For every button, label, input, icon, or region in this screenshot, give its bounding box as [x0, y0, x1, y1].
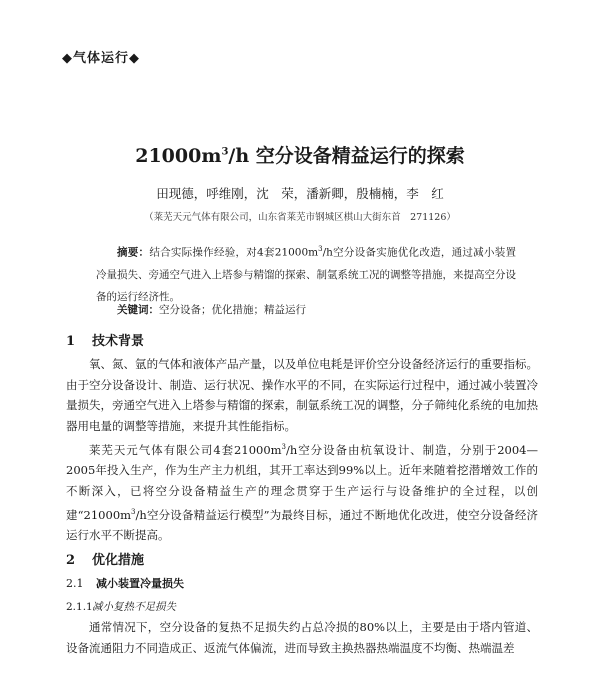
- paragraph-text-a: 莱芜天元气体有限公司4套21000m: [89, 442, 282, 457]
- paragraph-reheat-loss: 通常情况下，空分设备的复热不足损失约占总冷损的80%以上，主要是由于塔内管道、设备流通阻力不同造成正、返流气体偏流，进而导致主换热器热端温度不均衡、热端温差: [66, 620, 538, 655]
- paragraph-text-c: /h空分设备精益运行模型”为最终目标，通过不断地优化改进，使空分设备经济运行水平不断提高。: [66, 507, 539, 543]
- subsection-heading-2-1: [66, 575, 184, 591]
- column-tag: ◆气体运行◆: [62, 51, 140, 66]
- subsubsection-heading-2-1-1: [66, 599, 176, 614]
- section-heading-1: [66, 330, 144, 349]
- title-superscript: 3: [221, 146, 229, 158]
- paragraph-superscript-2: 3: [131, 507, 136, 516]
- abstract: [96, 238, 516, 308]
- subsection-title: 减小装置冷量损失: [96, 577, 184, 590]
- abstract-text-a: 结合实际操作经验，对4套21000m: [149, 246, 319, 259]
- affiliation: （莱芜天元气体有限公司，山东省莱芜市钢城区棋山大街东首 271126）: [144, 212, 456, 223]
- section-number: 1: [66, 334, 76, 349]
- abstract-superscript: 3: [318, 245, 323, 253]
- abstract-label: 摘要：: [117, 246, 150, 259]
- section-title: 技术背景: [92, 334, 145, 349]
- title-suffix: /h 空分设备精益运行的探索: [228, 145, 465, 167]
- subsubsection-number: 2.1.1: [66, 601, 93, 613]
- section-number: 2: [66, 553, 76, 568]
- subsubsection-title: 减小复热不足损失: [92, 601, 176, 613]
- paragraph-background-2: [66, 437, 538, 546]
- subsection-number: 2.1: [66, 577, 84, 590]
- keywords-label: 关键词：: [117, 304, 159, 316]
- paragraph-superscript: 3: [281, 443, 287, 451]
- keywords-text: 空分设备；优化措施；精益运行: [159, 304, 306, 316]
- keywords: [96, 302, 516, 317]
- title-prefix: 21000m: [135, 145, 222, 167]
- section-title: 优化措施: [92, 553, 145, 568]
- article-title: [0, 141, 600, 168]
- section-heading-2: [66, 549, 144, 568]
- authors: 田现德，呼维刚，沈 荣，潘新卿，殷楠楠，李 红: [156, 186, 444, 201]
- paragraph-text-b: /h空分设备由杭氧设计、制造，分别于2004—2005年投入生产，作为生产主力机组，其开工率达到99%以上。近年来随着挖潜增效工作的不断深入，已将空分设备精益生产的理念贯穿于生产运行与设备维护的全过程，以创建“21000m: [66, 442, 538, 522]
- paragraph-background-1: 氧、氮、氩的气体和液体产品产量，以及单位电耗是评价空分设备经济运行的重要指标。由于空分设备设计、制造、运行状况、操作水平的不同，在实际运行过程中，通过减小装置冷量损失，旁通空气进入上塔参与精馏的探索，制氩系统工况的调整，分子筛纯化系统的电加热器用电量的调整等措施，来提升其性能指标。: [66, 357, 538, 433]
- abstract-text-b: /h空分设备实施优化改造，通过减小装置冷量损失、旁通空气进入上塔参与精馏的探索、制氩系统工况的调整等措施，来提高空分设备的运行经济性。: [96, 246, 516, 303]
